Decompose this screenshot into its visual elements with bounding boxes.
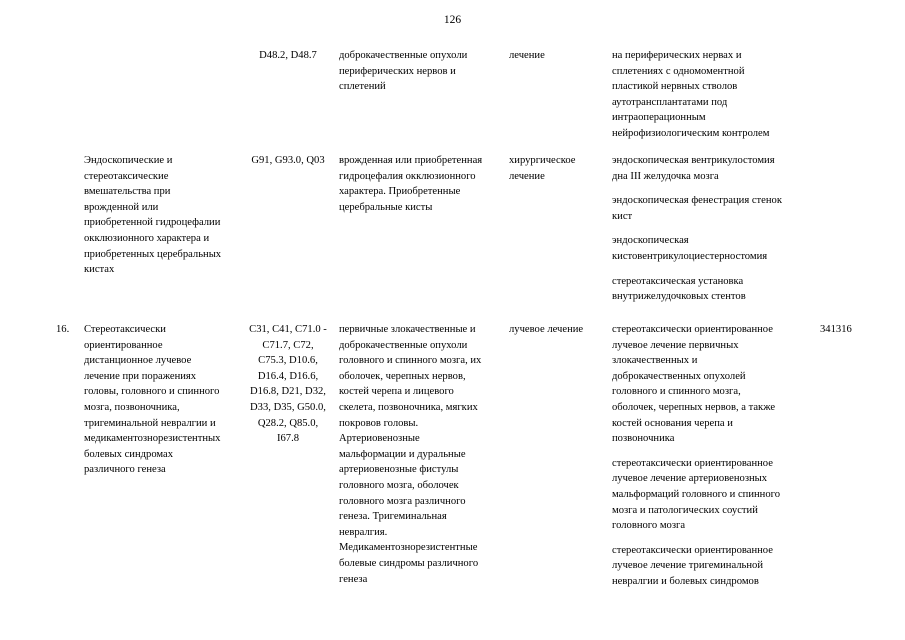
diagnosis-line: генеза. Тригеминальная — [339, 511, 447, 523]
diagnosis — [339, 322, 503, 587]
method-line: нейрофизиологическим контролем — [612, 127, 770, 139]
method-item — [612, 322, 812, 447]
method-item — [612, 193, 812, 224]
icd-code-line: D16.8, D21, D32, — [250, 386, 326, 398]
diagnosis — [339, 48, 503, 95]
method-line: стереотаксически ориентированное — [612, 457, 773, 469]
method-line: стереотаксическая установка — [612, 275, 744, 287]
method-line: эндоскопическая фенестрация стенок — [612, 195, 782, 207]
treatment-line: лечение — [509, 170, 545, 182]
procedure-name-line: тригеминальной невралгии и — [84, 417, 216, 429]
diagnosis-line: костей черепа и лицевого — [339, 386, 454, 398]
icd-code-line: C31, C41, C71.0 - — [249, 324, 327, 335]
procedure-name-line: медикаментознорезистентных — [84, 433, 221, 445]
method-line: оболочек, черепных нервов, а также — [612, 401, 776, 413]
method-line: внутрижелудочковых стентов — [612, 291, 746, 303]
diagnosis-line: доброкачественные опухоли — [339, 50, 468, 61]
procedure-name-line: лечение при поражениях — [84, 370, 197, 382]
treatment-line: лучевое лечение — [509, 324, 584, 335]
method-line: пластикой нервных стволов — [612, 81, 738, 93]
icd-code-line: D16.4, D16.6, — [257, 370, 319, 382]
method-line: дна III желудочка мозга — [612, 170, 719, 182]
diagnosis-line: скелета, позвоночника, мягких — [339, 401, 478, 413]
icd-code-line: Q28.2, Q85.0, — [257, 417, 319, 429]
diagnosis-line: покровов головы. — [339, 417, 419, 429]
diagnosis-line: характера. Приобретенные — [339, 186, 461, 198]
method-line: невралгии и болевых синдромов — [612, 575, 759, 587]
method-line: сплетениях с одномоментной — [612, 65, 745, 77]
procedure-name-line: различного генеза — [84, 464, 166, 476]
procedure-name-line: головы, головного и спинного — [84, 386, 220, 398]
procedure-name-line: стереотаксические — [84, 170, 169, 182]
method-line: мальформаций головного и спинного — [612, 488, 781, 500]
procedure-name-line: окклюзионного характера и — [84, 232, 210, 244]
cost-value: 341316 — [820, 324, 852, 335]
method-line: мозга и патологических соустий — [612, 504, 758, 516]
diagnosis-line: периферических нервов и — [339, 65, 456, 77]
treatment-type — [509, 322, 605, 338]
method-line: костей основания черепа и — [612, 417, 733, 429]
method-item — [612, 233, 812, 264]
icd-codes: G91, G93.0, Q03 — [251, 155, 325, 166]
procedure-name-line: болевых синдромах — [84, 448, 174, 460]
diagnosis-line: артериовенозные фистулы — [339, 464, 459, 476]
method-line: кист — [612, 210, 633, 222]
diagnosis-line: головного мозга, оболочек — [339, 479, 459, 491]
method-line: стереотаксически ориентированное — [612, 324, 773, 335]
diagnosis-line: первичные злокачественные и — [339, 324, 476, 335]
treatment-line: хирургическое — [509, 155, 576, 166]
treatment-type — [509, 153, 605, 184]
procedure-name-line: мозга, позвоночника, — [84, 401, 180, 413]
method-line: лучевое лечение первичных — [612, 339, 739, 351]
icd-codes: D48.2, D48.7 — [259, 50, 317, 61]
procedure-name-line: ориентированное — [84, 339, 163, 351]
method-item — [612, 48, 812, 142]
procedure-name-line: приобретенных церебральных — [84, 248, 222, 260]
method-line: головного и спинного мозга, — [612, 386, 741, 398]
procedure-name-line: кистах — [84, 264, 115, 276]
treatment-methods — [612, 153, 812, 305]
method-line: эндоскопическая вентрикулостомия — [612, 155, 775, 166]
method-line: интраоперационным — [612, 112, 706, 124]
method-line: аутотрансплантатами под — [612, 96, 728, 108]
method-line: кистовентрикулоциестерностомия — [612, 250, 768, 262]
procedure-name — [84, 322, 242, 478]
diagnosis-line: сплетений — [339, 81, 386, 93]
procedure-name-line: врожденной или — [84, 201, 159, 213]
method-line: головного мозга — [612, 520, 686, 532]
diagnosis-line: генеза — [339, 573, 368, 585]
procedure-name — [84, 153, 242, 278]
diagnosis — [339, 153, 503, 215]
method-line: лучевое лечение артериовенозных — [612, 473, 768, 485]
treatment-methods — [612, 322, 812, 590]
diagnosis-line: церебральные кисты — [339, 201, 433, 213]
method-item — [612, 153, 812, 184]
method-line: позвоночника — [612, 433, 675, 445]
diagnosis-line: оболочек, черепных нервов, — [339, 370, 466, 382]
icd-code-line: C71.7, C72, — [262, 339, 314, 351]
diagnosis-line: гидроцефалия окклюзионного — [339, 170, 476, 182]
diagnosis-line: головного мозга различного — [339, 495, 466, 507]
method-line: лучевое лечение тригеминальной — [612, 560, 763, 572]
procedure-name-line: Эндоскопические и — [84, 155, 173, 166]
icd-code-line: D33, D35, G50.0, — [250, 401, 326, 413]
method-line: доброкачественных опухолей — [612, 370, 746, 382]
method-line: на периферических нервах и — [612, 50, 742, 61]
diagnosis-line: мальформации и дуральные — [339, 448, 466, 460]
diagnosis-line: Артериовенозные — [339, 433, 420, 445]
diagnosis-line: доброкачественные опухоли — [339, 339, 468, 351]
treatment-methods — [612, 48, 812, 142]
procedure-name-line: вмешательства при — [84, 186, 171, 198]
diagnosis-line: головного и спинного мозга, их — [339, 355, 482, 367]
diagnosis-line: Медикаментознорезистентные — [339, 542, 478, 554]
procedure-name-line: Стереотаксически — [84, 324, 166, 335]
treatment-type: лечение — [509, 50, 545, 61]
icd-code-line: C75.3, D10.6, — [258, 355, 318, 367]
procedure-name-line: приобретенной гидроцефалии — [84, 217, 221, 229]
diagnosis-line: болевые синдромы различного — [339, 557, 479, 569]
method-item — [612, 274, 812, 305]
method-item — [612, 456, 812, 534]
method-line: злокачественных и — [612, 355, 698, 367]
row-number: 16. — [56, 324, 70, 335]
diagnosis-line: врожденная или приобретенная — [339, 155, 483, 166]
page-number: 126 — [443, 14, 462, 26]
diagnosis-line: невралгия. — [339, 526, 388, 538]
icd-code-line: I67.8 — [276, 433, 300, 445]
method-item — [612, 543, 812, 590]
procedure-name-line: дистанционное лучевое — [84, 355, 192, 367]
method-line: эндоскопическая — [612, 235, 689, 247]
method-line: стереотаксически ориентированное — [612, 544, 773, 556]
icd-codes — [243, 322, 333, 447]
